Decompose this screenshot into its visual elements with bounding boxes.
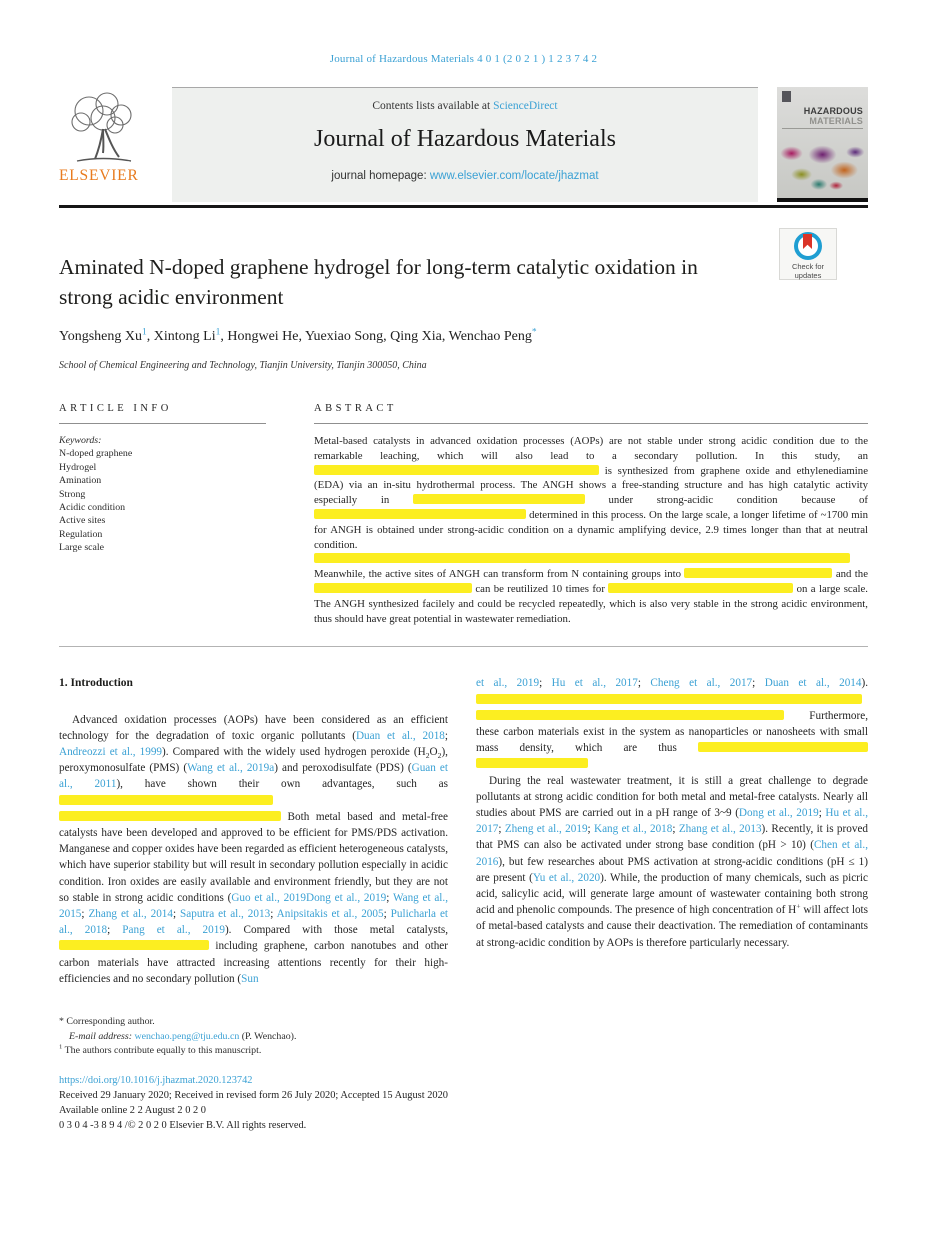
received-dates-line: Received 29 January 2020; Received in revised form 26 July 2020; Accepted 15 August 2020 xyxy=(59,1089,448,1101)
citation-link[interactable]: www.elsevier.com/locate/jhazmat xyxy=(429,170,599,182)
citation-link[interactable]: Pang et al., 2019 xyxy=(122,924,225,937)
keywords-block xyxy=(59,434,266,555)
citation-link[interactable]: Duan et al., 2018 xyxy=(355,729,445,742)
text-run: ; xyxy=(383,908,391,920)
band-gap xyxy=(758,87,777,202)
abstract-paragraph xyxy=(314,434,868,626)
article-info-rule xyxy=(59,423,266,424)
corresponding-author-note: * Corresponding author. xyxy=(59,1016,155,1028)
masthead-bottom-rule xyxy=(59,205,868,208)
text-run: will affect lots of metal-based catalysts and cause their deactivation. The remediation of contaminants at strong-acidic condition by AOPs is therefore particularly necessary. xyxy=(476,904,868,949)
citation-link[interactable]: Hu et al., 2017 xyxy=(551,677,638,690)
masthead-band xyxy=(172,87,758,202)
text-run: ), have shown their own advantages, such as xyxy=(116,778,448,791)
text-run: ; xyxy=(752,677,765,690)
citation-link[interactable]: Sun xyxy=(241,972,259,985)
keyword-item: Strong xyxy=(59,488,86,500)
masthead xyxy=(59,87,868,202)
abstract-bottom-rule xyxy=(59,646,868,647)
text-run: ). While, the production of many chemicals, such as picric acid, salicylic acid, will generate large amount of wastewater containing both strong acid and phenolic compounds. The presence of high concentration of H xyxy=(476,871,868,917)
text-run: ; xyxy=(672,823,679,836)
cover-title-line2: MATERIALS xyxy=(809,116,863,126)
check-updates-line2: updates xyxy=(794,270,822,280)
text-run: ). xyxy=(861,677,869,690)
citation-link[interactable]: Zhang et al., 2014 xyxy=(88,908,173,920)
redacted-highlight xyxy=(476,758,588,768)
text-run: ; xyxy=(637,677,651,690)
check-for-updates-badge[interactable] xyxy=(779,228,837,280)
text-run: Metal-based catalysts in advanced oxidation processes (AOPs) are not stable under strong acidic condition due to the remarkable leaching, which will also lead to a secondary pollution. In this study, an xyxy=(314,435,868,462)
redacted-highlight xyxy=(59,795,273,805)
crossmark-bookmark-icon xyxy=(803,234,812,249)
text-run: ). Recently, it is proved that PMS can also be activated under strong base condition (pH > 10) ( xyxy=(476,823,869,852)
text-run: Contents lists available at xyxy=(372,100,494,112)
citation-link[interactable]: Kang et al., 2018 xyxy=(594,823,673,836)
text-run: Yongsheng Xu xyxy=(59,329,142,344)
email-note xyxy=(59,1030,529,1045)
elsevier-logo[interactable] xyxy=(59,87,172,202)
redacted-highlight xyxy=(684,568,832,578)
intro-paragraph-left xyxy=(59,712,448,987)
text-run: 1 xyxy=(59,1043,63,1051)
redacted-highlight xyxy=(698,742,868,752)
text-run: (P. Wenchao). xyxy=(239,1030,297,1042)
crossmark-icon xyxy=(794,232,822,260)
citation-link[interactable]: et al., 2019 xyxy=(476,677,540,690)
text-run: ). Compared with the widely used hydrogen peroxide (H xyxy=(162,745,426,758)
citation-link[interactable]: * xyxy=(531,327,537,338)
text-run: 2 xyxy=(425,751,430,761)
intro-paragraph-right-continued xyxy=(476,675,868,772)
citation-link[interactable]: 1 xyxy=(141,327,147,338)
text-run: O xyxy=(429,745,438,758)
text-run: Furthermore, these carbon materials exist in the system as nanoparticles or nanosheets with small mass density, which are thus xyxy=(476,709,868,755)
article-info-header: ARTICLE INFO xyxy=(59,403,172,414)
text-run: ; xyxy=(386,891,393,904)
text-run: ; xyxy=(498,823,505,836)
text-run: ) and peroxodisulfate (PDS) ( xyxy=(274,762,412,775)
text-run: During the real wastewater treatment, it is still a great challenge to degrade pollutants at strong acidic condition for both metal and metal-free catalysts. Nearly all studies about PMS are carried out in a pH range of 3~9 ( xyxy=(476,774,868,819)
citation-link[interactable]: Cheng et al., 2017 xyxy=(650,677,753,690)
citation-link[interactable]: Dong et al., 2019 xyxy=(306,891,387,904)
citation-link[interactable]: Chen et al., 2016 xyxy=(476,839,869,868)
cover-subtitle-rule xyxy=(782,128,863,129)
citation-link[interactable]: Hu et al., 2017 xyxy=(476,806,868,836)
text-run: ; xyxy=(818,806,826,819)
keyword-item: Amination xyxy=(59,475,102,487)
redacted-highlight xyxy=(314,583,472,593)
text-run: Advanced oxidation processes (AOPs) have been considered as an efficient technology for the degradation of toxic organic pollutants ( xyxy=(59,713,448,742)
citation-link[interactable]: Andreozzi et al., 1999 xyxy=(59,745,163,758)
citation-link[interactable]: Yu et al., 2020 xyxy=(532,871,601,884)
check-updates-line1: Check for xyxy=(791,262,825,271)
abstract-column xyxy=(314,403,868,626)
affiliation-line: School of Chemical Engineering and Technology, Tianjin University, Tianjin 300050, China xyxy=(59,360,427,371)
text-run: ; xyxy=(172,908,181,920)
text-run: determined in this process. On the large scale, a longer lifetime of ~1700 min for ANGH is obtained under strong-acidic condition on a dynamic amplifying device, 2.9 times longer than that at neutral condition. xyxy=(314,508,868,551)
cover-mini-logo xyxy=(782,91,791,102)
info-abstract-section xyxy=(59,403,868,626)
text-run: including graphene, carbon nanotubes and other carbon materials have attracted increasing attentions recently for their high-efficiencies and no secondary pollution ( xyxy=(59,940,448,985)
article-title: Aminated N-doped graphene hydrogel for long-term catalytic oxidation in strong acidic environment xyxy=(59,255,698,309)
keyword-item: Regulation xyxy=(59,528,103,540)
keywords-label: Keywords: xyxy=(59,435,102,446)
keyword-item: N-doped graphene xyxy=(59,448,133,460)
body-left-column xyxy=(59,675,448,987)
citation-link[interactable]: Zhang et al., 2013 xyxy=(678,823,762,836)
citation-link[interactable]: ScienceDirect xyxy=(493,100,558,112)
redacted-highlight xyxy=(314,465,599,475)
citation-link[interactable]: Saputra et al., 2013 xyxy=(180,908,271,920)
text-run: ; xyxy=(107,924,123,937)
redacted-highlight xyxy=(59,940,209,950)
text-run: Both metal based and metal-free catalysts have been developed and approved to be efficient for PMS/PDS activation. Manganese and copper oxides have been regarded as efficient heterogeneous catalysts, which have superior stability but will result in secondary pollution especially in acidic condition. Iron oxides are easily available and environment friendly, but they are not so stable in strong acidic conditions ( xyxy=(59,810,448,904)
text-run: under strong-acidic condition because of xyxy=(584,494,869,507)
text-run: is synthesized from graphene oxide and ethylenediamine (EDA) via an in-situ hydrothermal process. The ANGH shows a free-standing structure and has high catalytic activity especially in xyxy=(314,464,868,507)
publication-info-block xyxy=(59,1073,868,1133)
redacted-highlight xyxy=(413,494,585,504)
journal-homepage-line xyxy=(172,170,758,182)
citation-link[interactable]: Zheng et al., 2019 xyxy=(504,823,588,836)
doi-link[interactable]: https://doi.org/10.1016/j.jhazmat.2020.123742 xyxy=(59,1074,253,1086)
text-run: E-mail address: xyxy=(69,1030,135,1042)
citation-link[interactable]: Duan et al., 2014 xyxy=(764,677,862,690)
redacted-highlight xyxy=(608,583,793,593)
issn-copyright-line: 0 3 0 4 -3 8 9 4 /© 2 0 2 0 Elsevier B.V. All rights reserved. xyxy=(59,1119,307,1131)
text-run: and the xyxy=(832,568,868,581)
authors-line xyxy=(59,329,868,345)
citation-link[interactable]: Guan et al., 2011 xyxy=(59,762,448,791)
text-run: + xyxy=(796,901,801,911)
text-run: journal homepage: xyxy=(331,170,430,182)
journal-reference: Journal of Hazardous Materials 4 0 1 (2 0 2 1 ) 1 2 3 7 4 2 xyxy=(329,53,598,65)
text-run: on a large scale. The ANGH synthesized facilely and could be recycled repeatedly, which is also very stable in the strong acidic environment, thus should have great potential in wastewater remediation. xyxy=(314,582,868,625)
abstract-rule xyxy=(314,423,868,424)
citation-link[interactable]: Anipsitakis et al., 2005 xyxy=(276,908,384,920)
available-online-line: Available online 2 2 August 2 0 2 0 xyxy=(59,1104,206,1116)
redacted-highlight xyxy=(59,811,281,821)
citation-link[interactable]: Wang et al., 2015 xyxy=(59,891,449,920)
journal-title: Journal of Hazardous Materials xyxy=(314,126,616,152)
text-run: ), but few researches about PMS activation at strong-acidic conditions (pH ≤ 1) are present ( xyxy=(476,855,868,884)
keyword-item: Active sites xyxy=(59,515,106,527)
text-run: ; xyxy=(444,729,448,742)
text-run: ; xyxy=(587,823,594,836)
equal-contribution-note xyxy=(59,1044,529,1059)
citation-link[interactable]: 1 xyxy=(215,327,221,338)
journal-cover-thumbnail[interactable] xyxy=(777,87,868,202)
text-run: , Hongwei He, Yuexiao Song, Qing Xia, Wenchao Peng xyxy=(220,329,532,344)
redacted-highlight xyxy=(476,694,862,704)
text-run: ; xyxy=(81,908,89,920)
citation-link[interactable]: Pulicharla et al., 2018 xyxy=(59,908,449,937)
keyword-item: Large scale xyxy=(59,542,105,554)
body-right-column xyxy=(476,675,868,987)
citation-link[interactable]: Wang et al., 2019a xyxy=(187,762,275,775)
elsevier-tree-icon xyxy=(59,89,147,165)
check-updates-label xyxy=(780,263,836,280)
introduction-heading: 1. Introduction xyxy=(59,677,133,690)
text-run: ). Compared with those metal catalysts, xyxy=(224,924,449,937)
cover-title-line1: HAZARDOUS xyxy=(803,106,863,116)
keyword-item: Hydrogel xyxy=(59,461,97,473)
text-run: Meanwhile, the active sites of ANGH can transform from N containing groups into xyxy=(314,568,685,581)
text-run: can be reutilized 10 times for xyxy=(472,582,609,595)
text-run: 2 xyxy=(437,751,442,761)
keyword-item: Acidic condition xyxy=(59,502,126,514)
text-run: ; xyxy=(539,677,552,690)
redacted-highlight xyxy=(314,509,526,519)
contents-lists-line xyxy=(172,100,758,112)
text-run: , Xintong Li xyxy=(146,329,216,344)
citation-link[interactable]: wenchao.peng@tju.edu.cn xyxy=(134,1030,240,1042)
article-body xyxy=(59,675,868,987)
citation-link[interactable]: Guo et al., 2019 xyxy=(231,891,306,904)
redacted-highlight xyxy=(314,553,850,563)
text-run: ; xyxy=(270,908,277,920)
footnotes-block xyxy=(59,1015,529,1059)
cover-world-map xyxy=(777,136,868,198)
citation-link[interactable]: Dong et al., 2019 xyxy=(738,806,819,819)
abstract-header: ABSTRACT xyxy=(314,403,397,414)
text-run: ), peroxymonosulfate (PMS) ( xyxy=(59,745,448,775)
intro-paragraph-right-2 xyxy=(476,773,868,951)
article-info-column xyxy=(59,403,266,626)
redacted-highlight xyxy=(476,710,784,720)
text-run: The authors contribute equally to this manuscript. xyxy=(62,1045,262,1057)
elsevier-wordmark: ELSEVIER xyxy=(59,167,139,184)
